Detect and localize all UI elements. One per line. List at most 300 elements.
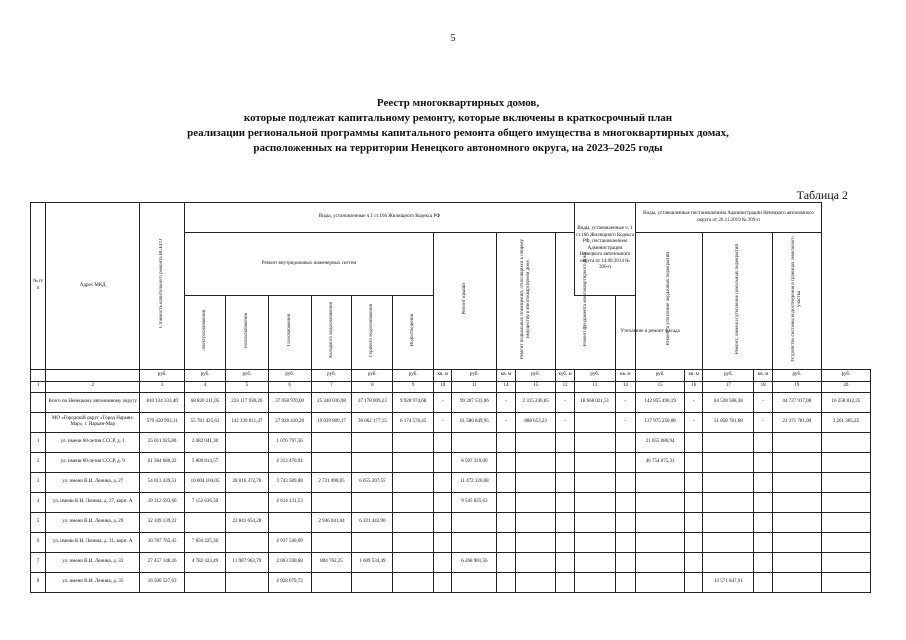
row-value: 3 743 589,08: [268, 472, 311, 492]
header-group-309: Виды, установленные постановлением Администрации Ненецкого автономного округа от 26.11.2019 № 309-п: [636, 203, 822, 233]
row-value: 10 787 765,45: [140, 532, 185, 552]
row-value: 55 781 425,63: [185, 412, 226, 432]
row-value: [497, 492, 515, 512]
row-value: -: [615, 412, 635, 432]
table-row: [31, 452, 871, 472]
row-value: [772, 532, 821, 552]
header-roof: [434, 233, 497, 370]
row-value: [772, 552, 821, 572]
row-value: [393, 572, 434, 592]
row-value: -: [754, 412, 772, 432]
row-value: [685, 432, 703, 452]
header-drainage-text: Устройство системы водоотведения в границах земельного участка: [790, 236, 802, 362]
table-row: [31, 392, 871, 412]
header-drainage: [772, 233, 821, 370]
row-value: [515, 512, 556, 532]
column-index-cell: 18: [754, 381, 772, 392]
row-value: [393, 452, 434, 472]
header-basement: [497, 233, 556, 370]
row-value: [754, 552, 772, 572]
row-value: 2 937 540,09: [268, 532, 311, 552]
row-value: 27 457 148,26: [140, 552, 185, 572]
row-value: 28 016 372,70: [225, 472, 268, 492]
header-no: № п/п: [31, 203, 46, 370]
header-basement-text: Ремонт подвальных помещений, относящихся к общему имуществу в многоквартирном доме: [520, 239, 532, 360]
row-value: [703, 552, 754, 572]
row-value: [311, 492, 352, 512]
row-value: [434, 552, 452, 572]
row-value: [185, 572, 226, 592]
header-roof-text: Ремонт крыши: [462, 283, 468, 315]
row-value: [393, 492, 434, 512]
row-value: 579 450 993,11: [140, 412, 185, 432]
row-value: [515, 532, 556, 552]
row-number: 7: [31, 552, 46, 572]
column-index-row: [31, 381, 871, 392]
row-value: 1 076 797,56: [268, 432, 311, 452]
row-value: [636, 472, 685, 492]
column-index-cell: 20: [821, 381, 870, 392]
header-group-166: Виды, установленные ч.1 ст.166 Жилищного Кодекса РФ: [185, 203, 575, 233]
column-index-cell: 12: [556, 381, 574, 392]
row-number: 1: [31, 432, 46, 452]
row-value: [452, 532, 497, 552]
row-value: 61 384 680,22: [140, 452, 185, 472]
row-value: [615, 552, 635, 572]
row-value: [615, 452, 635, 472]
row-value: [393, 512, 434, 532]
row-value: [497, 452, 515, 472]
row-value: [352, 492, 393, 512]
row-number: 3: [31, 472, 46, 492]
row-value: 11 472 326,08: [452, 472, 497, 492]
row-value: [515, 432, 556, 452]
header-drain-text: Водоотведения: [410, 314, 416, 347]
row-value: [574, 452, 615, 472]
row-value: [393, 472, 434, 492]
row-value: [393, 552, 434, 572]
column-index-cell: 1: [31, 381, 46, 392]
row-value: 46 754 075,31: [636, 452, 685, 472]
row-value: [754, 512, 772, 532]
row-value: [703, 452, 754, 472]
row-value: [772, 452, 821, 472]
table-row: [31, 432, 871, 452]
header-heat-text: Теплоснабжения: [243, 312, 249, 349]
header-hot-water-text: Горячего водоснабжения: [369, 304, 375, 357]
row-value: 16 258 812,35: [821, 392, 870, 412]
table-row: [31, 492, 871, 512]
row-value: [497, 532, 515, 552]
row-value: 1 609 534,49: [352, 552, 393, 572]
row-value: 2 946 041,04: [311, 512, 352, 532]
row-value: [821, 432, 870, 452]
row-value: [452, 432, 497, 452]
row-value: [574, 532, 615, 552]
column-index-cell: 14: [497, 381, 515, 392]
header-electro: [185, 296, 226, 370]
row-value: -: [556, 392, 574, 412]
row-value: [821, 492, 870, 512]
table-row: [31, 572, 871, 592]
unit-cell: кв. м: [685, 369, 703, 381]
row-value: [434, 572, 452, 592]
title-line: реализации региональной программы капитального ремонта общего имущества в многоквартирных домах,: [187, 127, 729, 139]
row-value: 6 321 443,90: [352, 512, 393, 532]
row-value: 84 520 588,38: [703, 392, 754, 412]
row-value: [685, 532, 703, 552]
row-value: [754, 452, 772, 472]
unit-cell: руб.: [574, 369, 615, 381]
row-value: [772, 432, 821, 452]
column-index-cell: 3: [140, 381, 185, 392]
row-value: 44 727 917,08: [772, 392, 821, 412]
row-value: [754, 572, 772, 592]
row-value: [311, 452, 352, 472]
header-gas-text: Газоснабжения: [286, 314, 292, 347]
row-value: [754, 532, 772, 552]
page-number: 5: [450, 33, 456, 44]
row-value: 6 174 578,45: [393, 412, 434, 432]
unit-cell: кв. м: [497, 369, 515, 381]
header-internal-systems: Ремонт внутридомовых инженерных систем: [185, 233, 434, 296]
registry-table: [30, 202, 871, 593]
row-value: [352, 432, 393, 452]
row-value: 7 152 636,50: [185, 492, 226, 512]
column-index-cell: 15: [636, 381, 685, 392]
row-value: -: [497, 392, 515, 412]
row-value: 54 013 439,51: [140, 472, 185, 492]
row-address: Всего по Ненецкому автономному округу: [46, 392, 140, 412]
title-line: которые подлежат капитальному ремонту, которые включены в краткосрочный план: [243, 112, 673, 124]
row-value: [393, 532, 434, 552]
column-index-cell: 5: [225, 381, 268, 392]
row-value: [515, 452, 556, 472]
title-line: расположенных на территории Ненецкого автономного округа, на 2023–2025 годы: [253, 142, 663, 154]
row-value: [574, 552, 615, 572]
unit-cell: руб.: [772, 369, 821, 381]
row-value: [497, 432, 515, 452]
row-value: [452, 512, 497, 532]
row-value: [615, 472, 635, 492]
row-value: [515, 572, 556, 592]
unit-cell: кв. м: [434, 369, 452, 381]
row-value: [636, 572, 685, 592]
row-value: [556, 452, 574, 472]
row-value: [497, 512, 515, 532]
row-value: [225, 572, 268, 592]
table-row: [31, 532, 871, 552]
column-index-cell: 4: [185, 381, 226, 392]
header-electro-text: Электроснабжения: [201, 310, 207, 351]
unit-cell: руб.: [225, 369, 268, 381]
row-value: -: [434, 392, 452, 412]
row-value: [556, 552, 574, 572]
unit-cell: руб.: [393, 369, 434, 381]
row-value: [772, 572, 821, 592]
header-foundation-text: Ремонт фундамента многоквартирного дома: [582, 251, 588, 347]
row-value: -: [615, 392, 635, 412]
column-index-cell: 13: [574, 381, 615, 392]
row-value: [615, 572, 635, 592]
row-value: 4 782 423,49: [185, 552, 226, 572]
row-value: 37 178 009,23: [352, 392, 393, 412]
row-value: -: [685, 412, 703, 432]
column-index-cell: 15: [515, 381, 556, 392]
column-index-cell: 16: [685, 381, 703, 392]
column-index-cell: 11: [452, 381, 497, 392]
row-number: 4: [31, 492, 46, 512]
row-value: [636, 512, 685, 532]
title-line: Реестр многоквартирных домов,: [376, 97, 540, 109]
row-value: [574, 512, 615, 532]
row-value: 9 928 974,68: [393, 392, 434, 412]
row-value: 888 653,23: [515, 412, 556, 432]
row-value: -: [434, 412, 452, 432]
unit-cell: руб.: [636, 369, 685, 381]
row-address: ул. имени В.И. Ленина, д. 29: [46, 512, 140, 532]
row-value: [556, 492, 574, 512]
row-value: 16 500 527,63: [140, 572, 185, 592]
row-value: 137 975 250,08: [636, 412, 685, 432]
row-number: [31, 412, 46, 432]
row-value: [574, 412, 615, 432]
row-value: 13 571 847,91: [703, 572, 754, 592]
column-index-cell: 6: [268, 381, 311, 392]
row-value: 2 003 590,68: [268, 552, 311, 572]
row-number: 8: [31, 572, 46, 592]
row-value: [754, 432, 772, 452]
row-value: [615, 492, 635, 512]
unit-cell: руб.: [821, 369, 870, 381]
row-value: 25 011 925,80: [140, 432, 185, 452]
row-value: 142 339 811,47: [225, 412, 268, 432]
row-value: 27 928 410,28: [268, 412, 311, 432]
row-value: [821, 552, 870, 572]
unit-cell: кв. м: [615, 369, 635, 381]
row-value: 10 004 104,05: [185, 472, 226, 492]
unit-cell: руб.: [452, 369, 497, 381]
row-value: [434, 492, 452, 512]
row-value: [497, 552, 515, 572]
row-address: МО «Городской округ «Город Нарьян-Мар», г. Нарьян-Мар: [46, 412, 140, 432]
header-cold-water-text: Холодного водоснабжения: [328, 302, 334, 359]
row-value: [515, 472, 556, 492]
row-value: 810 134 333,40: [140, 392, 185, 412]
row-value: 37 058 970,00: [268, 392, 311, 412]
row-value: 25 348 036,98: [311, 392, 352, 412]
row-value: [821, 472, 870, 492]
row-value: 51 058 781,68: [703, 412, 754, 432]
header-heat: [225, 296, 268, 370]
row-address: ул. имени В.И. Ленина, д. 27, корп. А: [46, 492, 140, 512]
row-value: 223 117 930,26: [225, 392, 268, 412]
row-value: [574, 492, 615, 512]
column-index-cell: 9: [393, 381, 434, 392]
column-index-cell: 10: [434, 381, 452, 392]
row-value: [434, 452, 452, 472]
column-index-cell: 17: [703, 381, 754, 392]
row-value: [703, 472, 754, 492]
row-value: 32 109 139,22: [140, 512, 185, 532]
table-row: [31, 412, 871, 432]
column-index-cell: 19: [772, 381, 821, 392]
row-value: [574, 572, 615, 592]
header-total-cost-text: Стоимость капитального ремонта ВСЕГО: [159, 239, 165, 329]
header-floors: [703, 233, 772, 370]
table-row: [31, 472, 871, 492]
row-value: 18 668 021,51: [574, 392, 615, 412]
unit-cell: руб.: [311, 369, 352, 381]
units-row: [31, 369, 871, 381]
row-value: [225, 432, 268, 452]
row-number: [31, 392, 46, 412]
row-value: 2 721 090,05: [311, 472, 352, 492]
row-value: 2 313 470,94: [268, 452, 311, 472]
header-floors-text: Ремонт, замена и утепление цокольных перекрытий: [734, 243, 740, 355]
header-attic-text: Ремонт и утепление чердачных перекрытий: [666, 252, 672, 346]
row-value: 11 987 963,79: [225, 552, 268, 572]
row-value: 19 312 593,66: [140, 492, 185, 512]
table-label: Таблица 2: [796, 188, 848, 202]
row-value: [685, 472, 703, 492]
row-value: [574, 432, 615, 452]
header-drain: [393, 296, 434, 370]
row-value: [393, 432, 434, 452]
row-value: [311, 532, 352, 552]
row-value: [685, 552, 703, 572]
column-index-cell: 8: [352, 381, 393, 392]
row-value: [556, 432, 574, 452]
row-number: 2: [31, 452, 46, 472]
unit-cell: руб.: [268, 369, 311, 381]
row-value: [497, 472, 515, 492]
row-value: [452, 572, 497, 592]
unit-cell: руб.: [185, 369, 226, 381]
row-value: [772, 472, 821, 492]
unit-cell: кв. м: [754, 369, 772, 381]
header-address: Адрес МКД: [46, 203, 140, 370]
row-value: [434, 472, 452, 492]
row-value: -: [754, 392, 772, 412]
row-value: 22 841 654,28: [225, 512, 268, 532]
row-value: [556, 472, 574, 492]
row-address: ул. имени В.И. Ленина, д. 31, корп. А: [46, 532, 140, 552]
row-address: ул. имени 60-летия СССР, д. 9: [46, 452, 140, 472]
row-value: [772, 512, 821, 532]
row-value: [615, 532, 635, 552]
row-value: 21 855 086,94: [636, 432, 685, 452]
row-value: [685, 452, 703, 472]
row-value: 142 855 490,19: [636, 392, 685, 412]
header-total-cost: [140, 203, 185, 370]
row-value: [636, 552, 685, 572]
unit-cell: куб. м: [556, 369, 574, 381]
row-value: [685, 572, 703, 592]
unit-cell: руб.: [352, 369, 393, 381]
row-value: [225, 532, 268, 552]
row-value: [556, 532, 574, 552]
header-hot-water: [352, 296, 393, 370]
row-value: [685, 512, 703, 532]
row-value: [772, 492, 821, 512]
row-value: 19 039 809,17: [311, 412, 352, 432]
row-value: [268, 512, 311, 532]
table-row: [31, 552, 871, 572]
row-number: 5: [31, 512, 46, 532]
row-value: [574, 472, 615, 492]
row-value: [685, 492, 703, 512]
row-value: [185, 512, 226, 532]
unit-cell: руб.: [703, 369, 754, 381]
row-value: [311, 572, 352, 592]
row-value: 5 809 814,57: [185, 452, 226, 472]
row-value: [352, 572, 393, 592]
column-index-cell: 2: [46, 381, 140, 392]
row-value: 9 545 825,63: [452, 492, 497, 512]
row-value: [352, 532, 393, 552]
row-value: 23 371 781,00: [772, 412, 821, 432]
row-value: 6 268 901,56: [452, 552, 497, 572]
header-facade: Утепление и ремонт фасада: [615, 296, 684, 370]
row-value: [434, 532, 452, 552]
row-value: 2 614 131,53: [268, 492, 311, 512]
row-value: [821, 532, 870, 552]
row-value: 2 315 240,85: [515, 392, 556, 412]
row-value: [754, 492, 772, 512]
row-value: 6 055 207,55: [352, 472, 393, 492]
column-index-cell: 7: [311, 381, 352, 392]
row-value: [703, 532, 754, 552]
header-gas: [268, 296, 311, 370]
row-value: -: [685, 392, 703, 412]
row-value: [821, 572, 870, 592]
row-address: ул. имени 60-летия СССР, д. 1: [46, 432, 140, 452]
row-value: [703, 492, 754, 512]
row-value: [636, 532, 685, 552]
row-value: 3 261 365,22: [821, 412, 870, 432]
row-value: [615, 432, 635, 452]
row-number: 6: [31, 532, 46, 552]
row-value: [225, 492, 268, 512]
row-value: 804 762,25: [311, 552, 352, 572]
row-value: [311, 432, 352, 452]
row-value: [615, 512, 635, 532]
row-value: 2 928 679,72: [268, 572, 311, 592]
row-value: [434, 432, 452, 452]
row-value: 68 820 211,05: [185, 392, 226, 412]
unit-cell: руб.: [515, 369, 556, 381]
row-value: 7 850 225,36: [185, 532, 226, 552]
row-value: -: [556, 412, 574, 432]
row-value: [515, 492, 556, 512]
row-value: [434, 512, 452, 532]
row-value: -: [497, 412, 515, 432]
row-value: [352, 452, 393, 472]
row-address: ул. имени В.И. Ленина, д. 35: [46, 572, 140, 592]
row-value: [754, 472, 772, 492]
document-title: [60, 96, 856, 156]
row-value: [497, 572, 515, 592]
row-value: 99 287 533,06: [452, 392, 497, 412]
unit-cell: руб.: [140, 369, 185, 381]
row-value: 6 507 319,00: [452, 452, 497, 472]
row-value: 2 082 041,30: [185, 432, 226, 452]
row-value: [636, 492, 685, 512]
row-value: [515, 552, 556, 572]
table-row: [31, 512, 871, 532]
row-address: ул. имени В.И. Ленина, д. 33: [46, 552, 140, 572]
